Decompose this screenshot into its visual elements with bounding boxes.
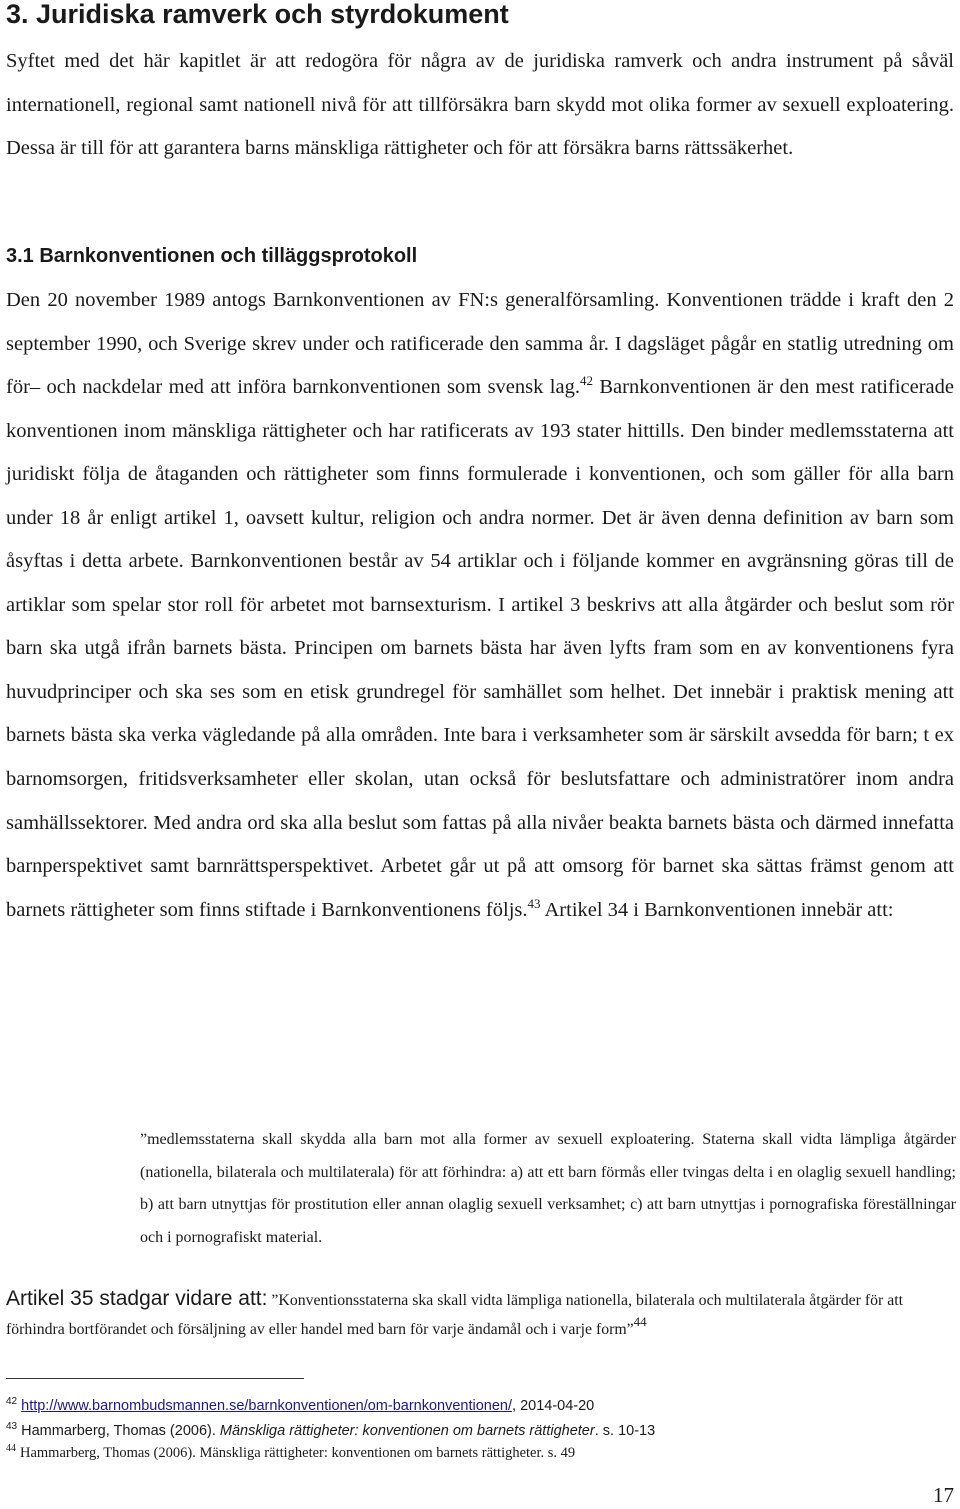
chapter-heading: 3. Juridiska ramverk och styrdokument [6,0,509,29]
article-34-quote: ”medlemsstaterna skall skydda alla barn mot alla former av sexuell exploatering. Staterna skall vidta lämpliga åtgärder (nationella, bilaterala och multilaterala) för att förhindra: a) att ett barn förmås eller tvingas delta i en olaglig sexuell handling; b) att barn utnyttjas för prostitution eller annan olaglig sexuell verksamhet; c) att barn utnyttjas i pornografiska föreställningar och i pornografiskt material. [140,1131,956,1246]
footnote-text: Hammarberg, Thomas (2006). Mänskliga rättigheter: konventionen om barnets rättigheter. s. 49 [20,1445,576,1461]
footnote-44 [6,1438,575,1464]
section-paragraph [6,279,954,932]
footnote-link[interactable]: http://www.barnombudsmannen.se/barnkonventionen/om-barnkonventionen/ [21,1398,513,1414]
paragraph-text: Den 20 november 1989 antogs Barnkonventionen av FN:s generalförsamling. Konventionen trädde i kraft den 2 september 1990, och Sverige skrev under och ratificerade den samma år. I dagsläget pågår en statlig utredning om för– och nackdelar med att införa barnkonventionen som svensk lag. [6,289,954,399]
footnote-ref-42[interactable]: 42 [579,373,593,389]
footnote-number: 43 [6,1421,18,1432]
footnote-text: , 2014-04-20 [512,1398,595,1414]
footnote-ref-43[interactable]: 43 [527,895,541,911]
paragraph-text: Barnkonventionen är den mest ratificerade konventionen inom mänskliga rättigheter och har ratificerats av 193 stater hittills. Den binder medlemsstaterna att juridiskt följa de åtaganden och rättigheter som finns formulerade i konventionen, och som gäller för alla barn under 18 år enligt artikel 1, oavsett kultur, religion och andra normer. Det är även denna definition av barn som åsyftas i detta arbete. Barnkonventionen består av 54 artiklar och i följande kommer en avgränsning göras till de artiklar som spelar stor roll för arbetet mot barnsexturism. I artikel 3 beskrivs att alla åtgärder och beslut som rör barn ska utgå ifrån barnets bästa. Principen om barnets bästa har även lyfts fram som en av konventionens fyra huvudprinciper och ska ses som en etisk grundregel för samhället som helhet. Det innebär i praktisk mening att barnets bästa ska verka vägledande på alla områden. Inte bara i verksamheter som är särskilt avsedda för barn; t ex barnomsorgen, fritidsverksamheter eller skolan, utan också för beslutsfattare och administratörer inom andra samhällssektorer. Med andra ord ska alla beslut som fattas på alla nivåer beakta barnets bästa och därmed innefatta barnperspektivet samt barnrättsperspektivet. Arbetet går ut på att omsorg för barnet ska sättas främst genom att barnets rättigheter som finns stiftade i Barnkonventionens följs. [6,376,954,921]
footnote-number: 44 [6,1443,16,1454]
section-heading: 3.1 Barnkonventionen och tilläggsprotokoll [6,245,418,267]
footnote-number: 42 [6,1396,18,1407]
article-35-paragraph [6,1284,956,1344]
paragraph-text: Artikel 34 i Barnkonventionen innebär att: [540,898,894,921]
article-35-lead: Artikel 35 stadgar vidare att: [6,1287,268,1310]
footnote-ref-44[interactable]: 44 [633,1314,647,1329]
footnote-text: . s. 10-13 [594,1423,656,1439]
footnote-author: Hammarberg, Thomas (2006). [21,1423,220,1439]
intro-paragraph: Syftet med det här kapitlet är att redogöra för några av de juridiska ramverk och andra instrument på såväl internationell, regional samt nationell nivå för att tillförsäkra barn skydd mot olika former av sexuell exploatering. Dessa är till för att garantera barns mänskliga rättigheter och för att försäkra barns rättssäkerhet. [6,50,954,160]
footnote-separator [6,1378,304,1379]
footnote-42 [6,1391,594,1417]
footnote-title: Mänskliga rättigheter: konventionen om barnets rättigheter [219,1423,595,1439]
page-number: 17 [933,1483,954,1507]
article-35-text: ”Konventionsstaterna ska skall vidta lämpliga nationella, bilaterala och multilaterala åtgärder för att förhindra bortförandet och försäljning av eller handel med barn för varje ändamål och i varje form” [6,1292,904,1338]
